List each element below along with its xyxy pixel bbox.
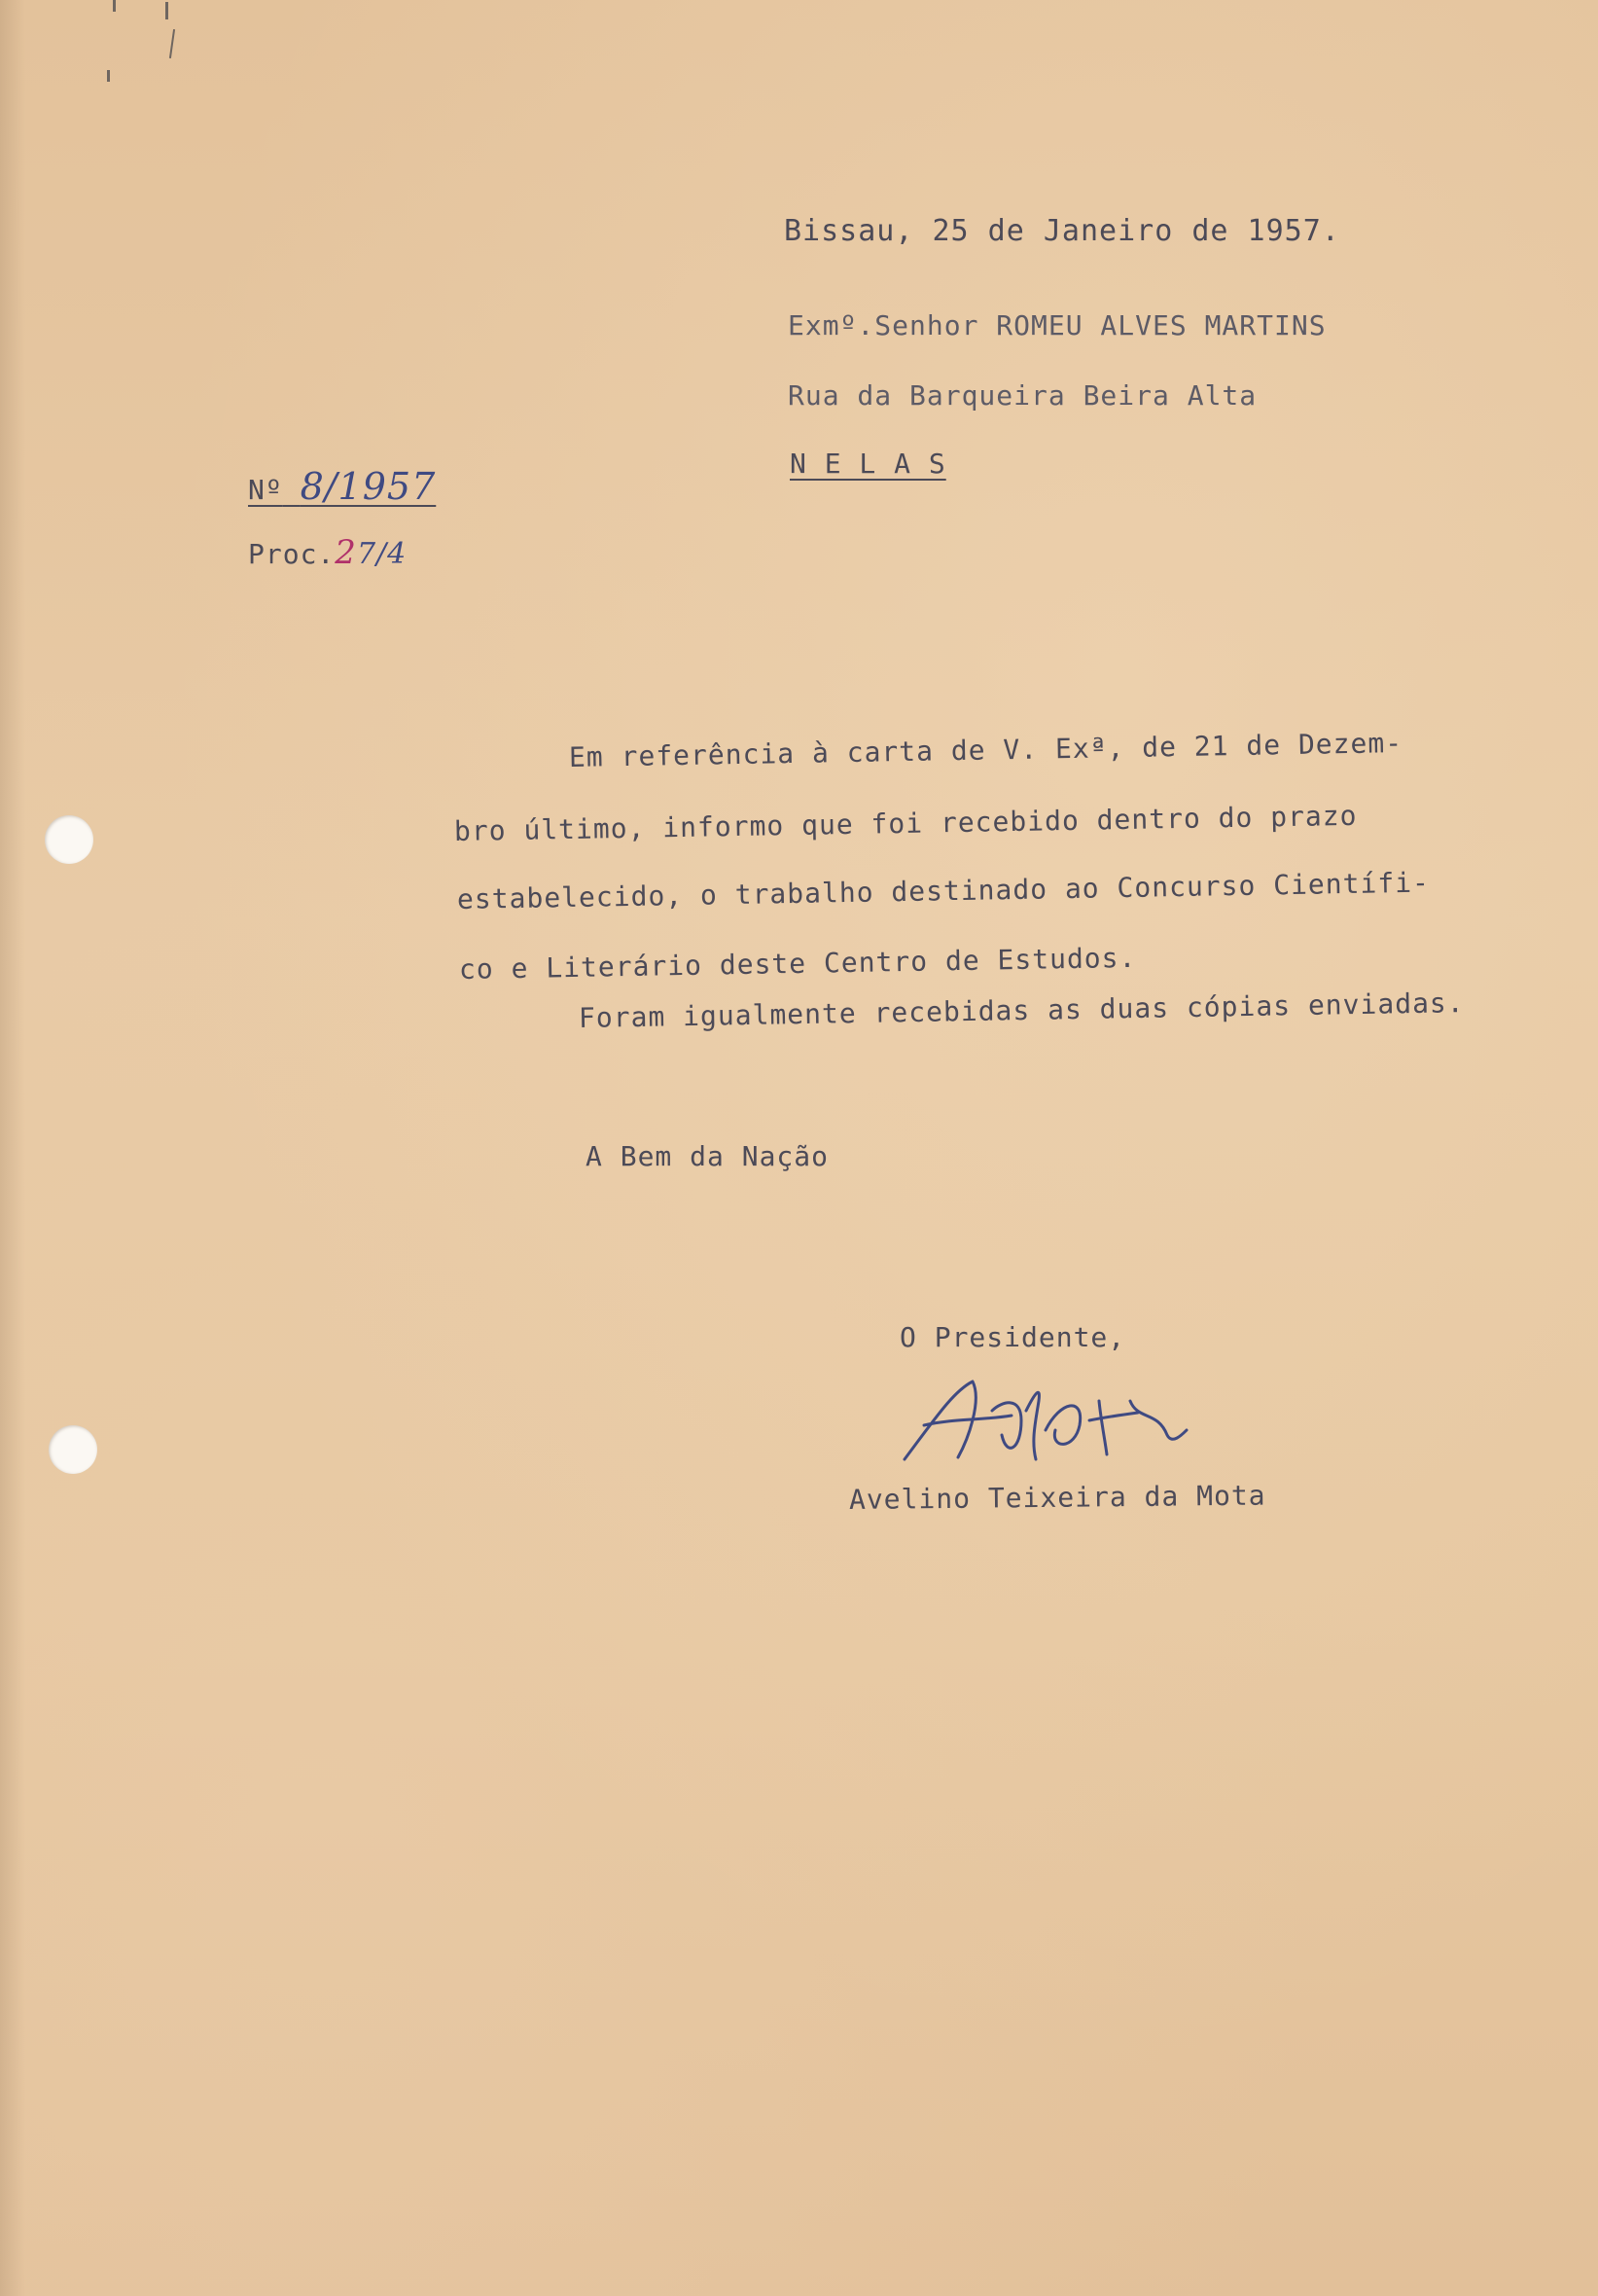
punch-hole-bottom [49,1425,97,1474]
reference-number-value: 8/1957 [300,465,437,508]
body-line-5: Foram igualmente recebidas as duas cópias enviadas. [578,987,1465,1034]
process-value: 7/4 [356,537,408,571]
reference-number [248,465,436,508]
recipient-name-line: Exmº.Senhor ROMEU ALVES MARTINS [788,309,1327,341]
paper-edge-shadow [0,0,25,2296]
body-line-1: Em referência à carta de V. Exª, de 21 de Dezem- [568,727,1403,773]
signatory-name: Avelino Teixeira da Mota [848,1479,1266,1516]
corner-mark [107,70,110,82]
recipient-street-line: Rua da Barqueira Beira Alta [788,379,1258,412]
closing-salutation: A Bem da Nação [586,1140,830,1172]
body-line-4: co e Literário deste Centro de Estudos. [458,941,1137,986]
punch-hole-top [45,815,93,864]
reference-number-prefix: Nº [248,474,283,506]
corner-mark [165,2,168,19]
corner-mark [113,0,116,12]
date-line: Bissau, 25 de Janeiro de 1957. [784,214,1340,248]
process-reference [248,533,407,572]
body-line-3: estabelecido, o trabalho destinado ao Concurso Científi- [456,866,1431,915]
process-correction-mark: 2 [335,533,357,572]
process-prefix: Proc. [248,538,336,570]
corner-mark [169,29,175,58]
body-line-2: bro último, informo que foi recebido dentro do prazo [453,799,1358,847]
recipient-town-line: N E L A S [790,448,946,480]
signatory-title: O Presidente, [900,1321,1126,1353]
handwritten-signature [875,1343,1245,1489]
